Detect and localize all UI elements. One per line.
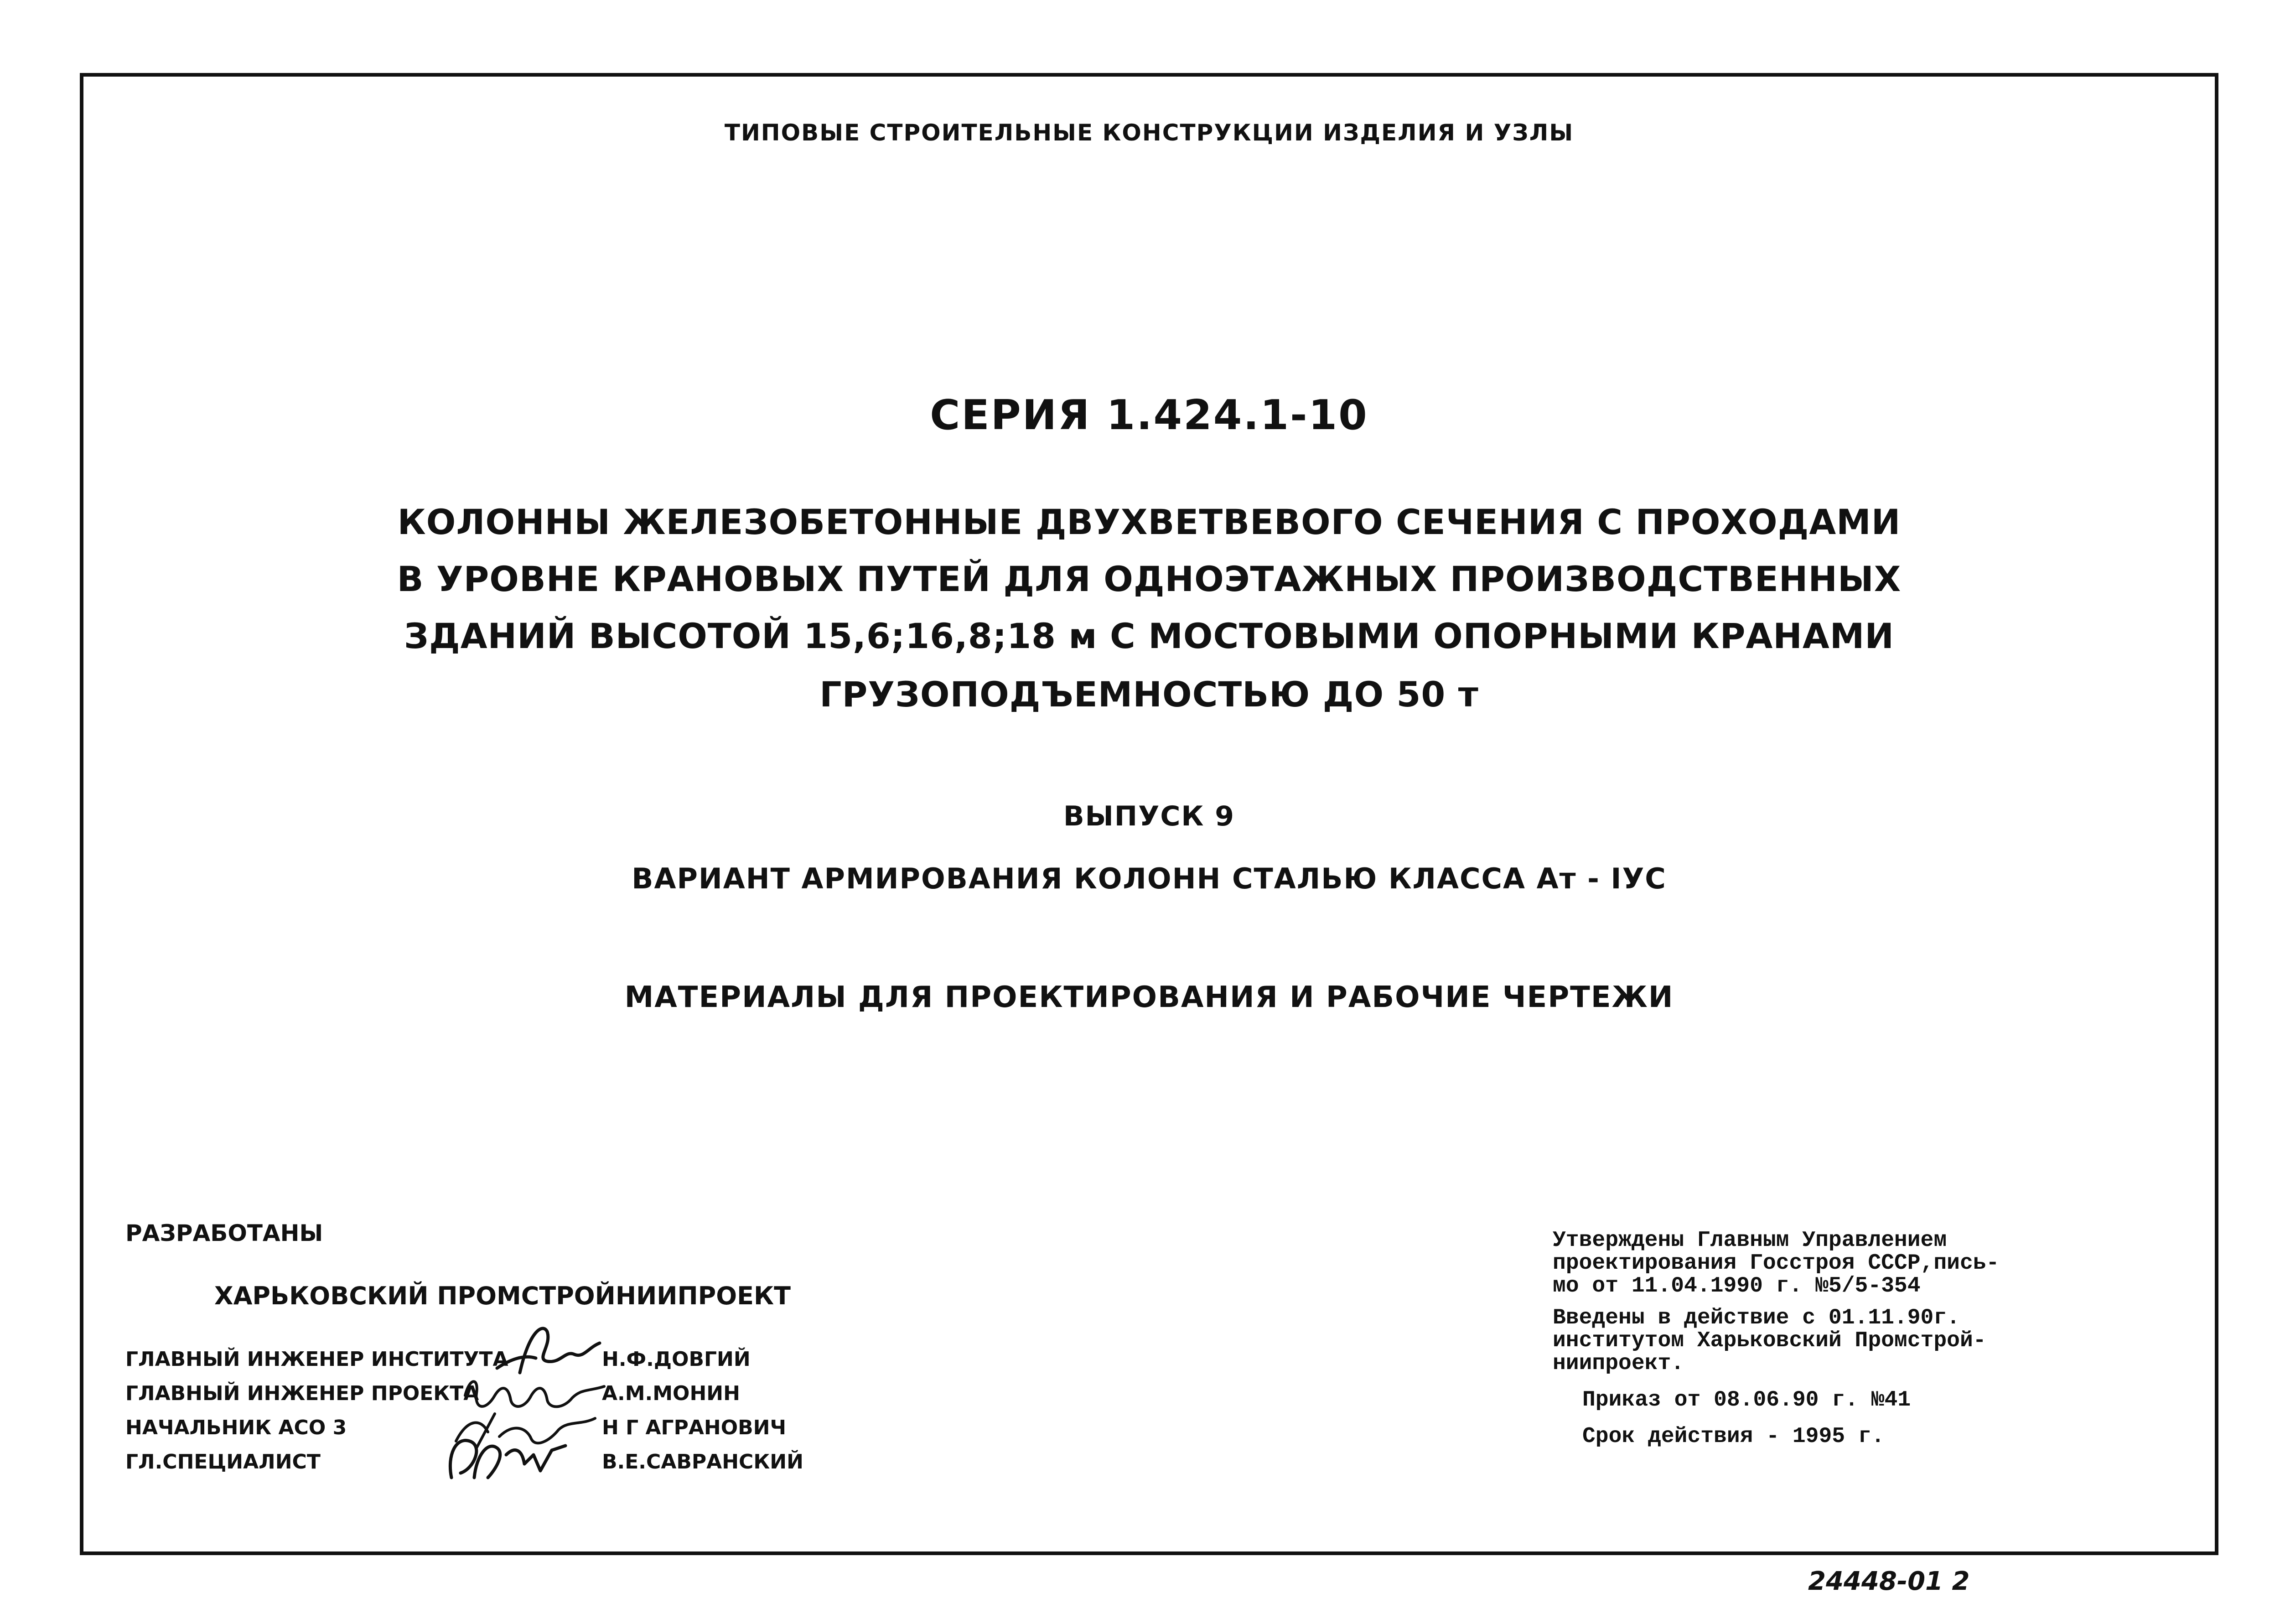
- signatory-role-1: ГЛАВНЫЙ ИНЖЕНЕР ИНСТИТУТА: [125, 1348, 508, 1371]
- signatory-name-2: А.М.МОНИН: [602, 1382, 740, 1405]
- reinforcement-variant: ВАРИАНТ АРМИРОВАНИЯ КОЛОНН СТАЛЬЮ КЛАССА Ат - IУС: [632, 862, 1667, 895]
- approval-validity: Срок действия - 1995 г.: [1582, 1424, 1885, 1449]
- title-line-4: ГРУЗОПОДЪЕМНОСТЬЮ ДО 50 т: [819, 674, 1479, 715]
- approval-order: Приказ от 08.06.90 г. №41: [1582, 1388, 1911, 1412]
- developer-institute: ХАРЬКОВСКИЙ ПРОМСТРОЙНИИПРОЕКТ: [214, 1282, 791, 1310]
- title-line-1: КОЛОННЫ ЖЕЛЕЗОБЕТОННЫЕ ДВУХВЕТВЕВОГО СЕЧЕНИЯ С ПРОХОДАМИ: [397, 502, 1901, 542]
- issue-number: ВЫПУСК 9: [1063, 800, 1235, 832]
- developed-by-label: РАЗРАБОТАНЫ: [125, 1220, 323, 1246]
- signature-savransky: [442, 1427, 570, 1487]
- signatory-name-1: Н.Ф.ДОВГИЙ: [602, 1348, 751, 1371]
- title-line-2: В УРОВНЕ КРАНОВЫХ ПУТЕЙ ДЛЯ ОДНОЭТАЖНЫХ ПРОИЗВОДСТВЕННЫХ: [397, 559, 1902, 599]
- approval-line-5: институтом Харьковский Промстрой-: [1553, 1328, 1986, 1353]
- signatory-role-2: ГЛАВНЫЙ ИНЖЕНЕР ПРОЕКТА: [125, 1382, 479, 1405]
- title-line-3: ЗДАНИЙ ВЫСОТОЙ 15,6;16,8;18 м С МОСТОВЫМИ ОПОРНЫМИ КРАНАМИ: [404, 616, 1894, 656]
- signatory-name-4: В.Е.САВРАНСКИЙ: [602, 1450, 803, 1474]
- approval-line-6: ниипроект.: [1553, 1351, 1684, 1376]
- approval-line-1: Утверждены Главным Управлением: [1553, 1228, 1947, 1253]
- signatory-role-3: НАЧАЛЬНИК АСО 3: [125, 1416, 347, 1439]
- approval-line-3: мо от 11.04.1990 г. №5/5-354: [1553, 1274, 1921, 1298]
- signatory-role-4: ГЛ.СПЕЦИАЛИСТ: [125, 1450, 321, 1474]
- series-title: СЕРИЯ 1.424.1-10: [930, 391, 1368, 439]
- approval-line-2: проектирования Госстроя СССР,пись-: [1553, 1251, 2000, 1276]
- materials-subtitle: МАТЕРИАЛЫ ДЛЯ ПРОЕКТИРОВАНИЯ И РАБОЧИЕ ЧЕРТЕЖИ: [624, 981, 1674, 1014]
- header-text: ТИПОВЫЕ СТРОИТЕЛЬНЫЕ КОНСТРУКЦИИ ИЗДЕЛИЯ И УЗЛЫ: [724, 119, 1574, 146]
- approval-line-4: Введены в действие с 01.11.90г.: [1553, 1306, 1960, 1330]
- signatory-name-3: Н Г АГРАНОВИЧ: [602, 1416, 787, 1439]
- document-number: 24448-01 2: [1808, 1567, 1970, 1596]
